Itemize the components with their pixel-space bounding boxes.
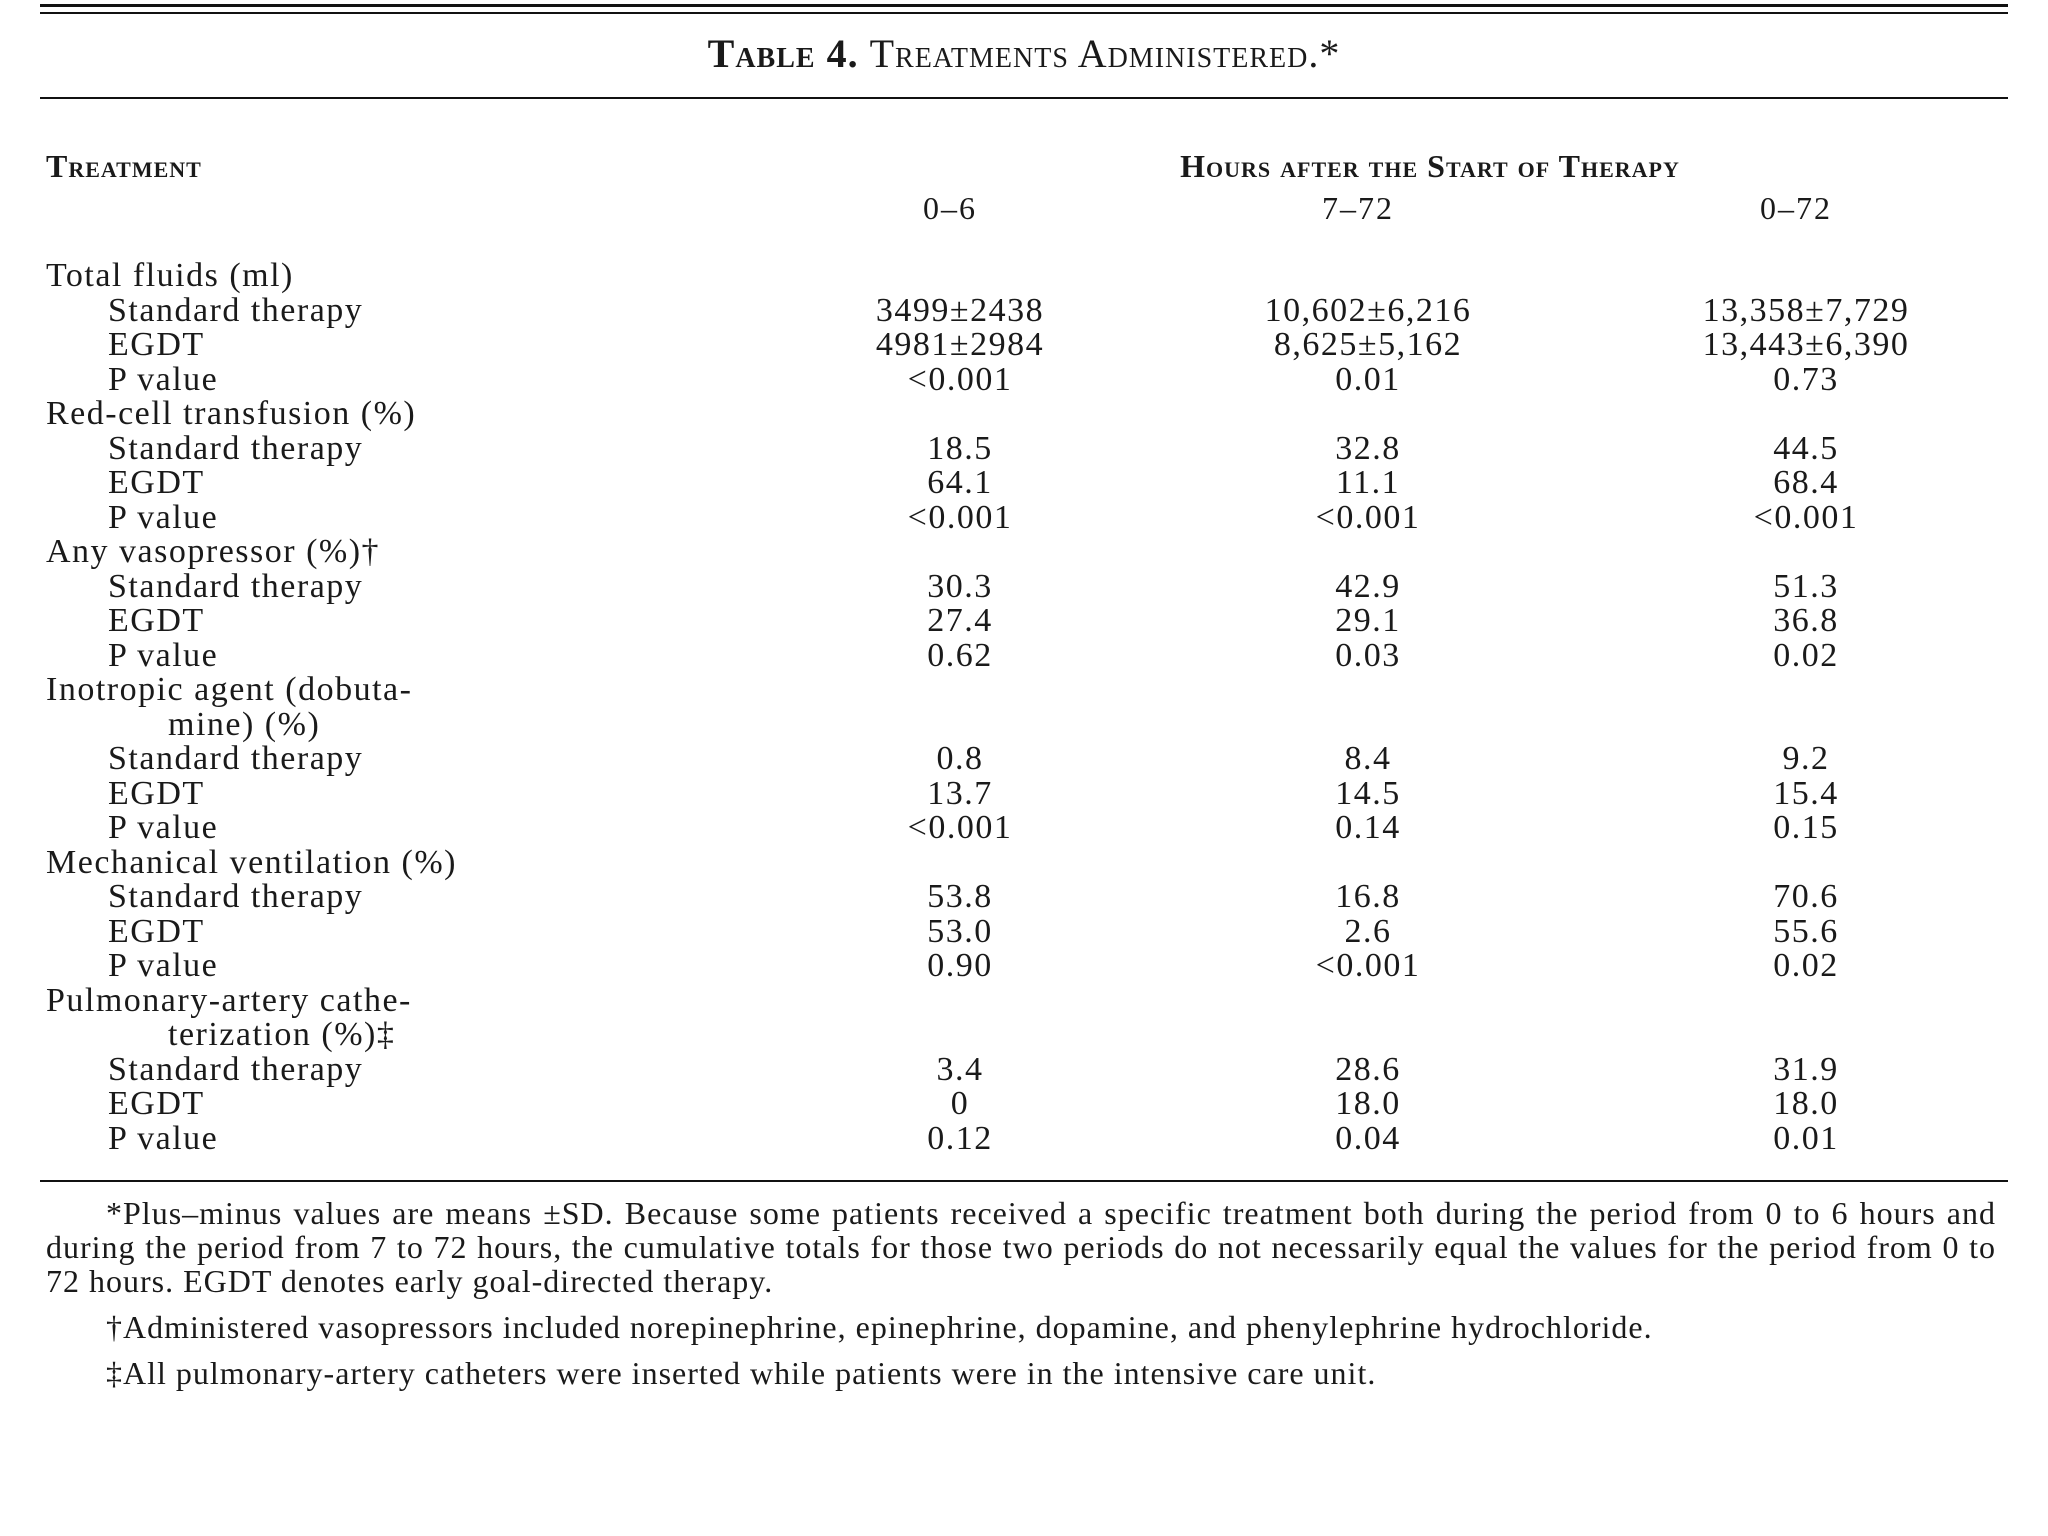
table-row [0, 291, 2048, 329]
table-row [0, 742, 2048, 777]
footnote-double-dagger: ‡All pulmonary-artery catheters were inserted while patients were in the intensive care unit. [106, 1355, 1377, 1391]
table-cell: 42.9 [1335, 567, 1401, 605]
table-row [0, 774, 2048, 812]
table-cell: 53.8 [927, 878, 993, 915]
table-cell: 70.6 [1773, 878, 1839, 915]
table-cell: 0.01 [1773, 1119, 1839, 1157]
table-cell: 11.1 [1335, 464, 1401, 501]
table-section-row [0, 981, 2048, 1019]
table-cell: 16.8 [1335, 878, 1401, 915]
row-label: EGDT [108, 774, 205, 812]
table-cell: 18.5 [927, 429, 993, 467]
table-row [0, 604, 2048, 639]
table-cell: 29.1 [1335, 602, 1401, 639]
row-label: Any vasopressor (%)† [46, 533, 381, 570]
table-cell: 15.4 [1773, 774, 1839, 812]
column-header-treatment: Treatment [46, 148, 202, 184]
table-row [0, 880, 2048, 915]
table-section-row [0, 1018, 2048, 1053]
period-header-0-6: 0–6 [923, 190, 977, 226]
table-cell: 0.04 [1335, 1119, 1401, 1157]
row-label: EGDT [108, 326, 205, 363]
column-header-span: Hours after the Start of Therapy [1180, 148, 1680, 184]
table-row [0, 360, 2048, 398]
table-cell: 0.15 [1773, 809, 1839, 846]
row-label: EGDT [108, 912, 205, 950]
footnotes [46, 1196, 1996, 1402]
table-row [0, 328, 2048, 363]
table-cell: 18.0 [1773, 1085, 1839, 1122]
table-cell: 18.0 [1335, 1085, 1401, 1122]
table-cell: <0.001 [907, 498, 1013, 536]
table-section-row [0, 673, 2048, 708]
table-cell: 0.8 [936, 740, 984, 777]
table-cell: 27.4 [927, 602, 993, 639]
table-cell: 0.62 [927, 636, 993, 674]
row-label: Total fluids (ml) [46, 257, 294, 294]
table-cell: <0.001 [1315, 498, 1421, 536]
table-cell: 53.0 [927, 912, 993, 950]
table-cell: 13,443±6,390 [1702, 326, 1910, 363]
table-cell: 0.02 [1773, 947, 1839, 984]
table-title [0, 30, 2048, 77]
top-rule-secondary [40, 12, 2008, 14]
row-label: Mechanical ventilation (%) [46, 843, 457, 881]
table-label: Table 4. [707, 31, 859, 76]
row-label: Standard therapy [108, 429, 364, 467]
top-rule [40, 4, 2008, 7]
table-section-row [0, 843, 2048, 881]
row-label: P value [108, 947, 219, 984]
table-cell: 3.4 [936, 1050, 984, 1088]
table-cell: 44.5 [1773, 429, 1839, 467]
table-cell: <0.001 [907, 809, 1013, 846]
table-row [0, 567, 2048, 605]
table-row [0, 1119, 2048, 1157]
row-label: Inotropic agent (dobuta- [46, 671, 413, 708]
row-label: P value [108, 498, 219, 536]
table-section-row [0, 705, 2048, 743]
table-cell: <0.001 [907, 360, 1013, 398]
table-row [0, 636, 2048, 674]
footnote-asterisk: *Plus–minus values are means ±SD. Because some patients received a specific treatment both during the period from 0 to 6 hours and during the period from 7 to 72 hours, the cumulative totals for those two periods do not necessarily equal the values for the period from 0 to 72 hours. EGDT denotes early goal-directed therapy. [46, 1195, 1996, 1299]
table-cell: 2.6 [1344, 912, 1392, 950]
table-cell: 0.03 [1335, 636, 1401, 674]
table-cell: 0.90 [927, 947, 993, 984]
row-label: EGDT [108, 602, 205, 639]
table-cell: <0.001 [1753, 498, 1859, 536]
table-cell: 0.14 [1335, 809, 1401, 846]
table-section-row [0, 535, 2048, 570]
row-label: P value [108, 360, 219, 398]
table-cell: 3499±2438 [875, 291, 1045, 329]
table-cell: 8,625±5,162 [1273, 326, 1463, 363]
table-cell: 0.12 [927, 1119, 993, 1157]
row-label: P value [108, 809, 219, 846]
table-cell: 36.8 [1773, 602, 1839, 639]
row-label: Standard therapy [108, 567, 364, 605]
table-cell: 64.1 [927, 464, 993, 501]
table-section-row [0, 259, 2048, 294]
table-cell: 4981±2984 [875, 326, 1045, 363]
table-cell: 30.3 [927, 567, 993, 605]
table-row [0, 912, 2048, 950]
table-row [0, 498, 2048, 536]
table-cell: 14.5 [1335, 774, 1401, 812]
table-cell: 13.7 [927, 774, 993, 812]
table-cell: 31.9 [1773, 1050, 1839, 1088]
row-label: Standard therapy [108, 740, 364, 777]
footnote-dagger: †Administered vasopressors included norepinephrine, epinephrine, dopamine, and phenylephrine hydrochloride. [106, 1309, 1653, 1345]
table-title-text: Treatments Administered.* [869, 31, 1341, 76]
table-cell: 8.4 [1344, 740, 1392, 777]
row-label: P value [108, 1119, 219, 1157]
table-section-row [0, 397, 2048, 432]
row-label: terization (%)‡ [168, 1016, 396, 1053]
table-row [0, 949, 2048, 984]
table-row [0, 1087, 2048, 1122]
table-row [0, 429, 2048, 467]
row-label: Pulmonary-artery cathe- [46, 981, 412, 1019]
row-label: Standard therapy [108, 291, 364, 329]
table-body [0, 259, 2048, 1156]
table-cell: 9.2 [1782, 740, 1830, 777]
period-header-7-72: 7–72 [1322, 190, 1394, 226]
table-row [0, 811, 2048, 846]
table-cell: 13,358±7,729 [1702, 291, 1910, 329]
table-cell: 0.01 [1335, 360, 1401, 398]
table-cell: <0.001 [1315, 947, 1421, 984]
table-cell: 55.6 [1773, 912, 1839, 950]
table-cell: 0 [950, 1085, 970, 1122]
table-cell: 68.4 [1773, 464, 1839, 501]
table-cell: 10,602±6,216 [1264, 291, 1472, 329]
table-cell: 51.3 [1773, 567, 1839, 605]
period-header-0-72: 0–72 [1760, 190, 1832, 226]
table-cell: 28.6 [1335, 1050, 1401, 1088]
table-cell: 32.8 [1335, 429, 1401, 467]
table-cell: 0.73 [1773, 360, 1839, 398]
title-rule [40, 97, 2008, 99]
row-label: Standard therapy [108, 878, 364, 915]
row-label: Standard therapy [108, 1050, 364, 1088]
row-label: P value [108, 636, 219, 674]
row-label: EGDT [108, 1085, 205, 1122]
row-label: EGDT [108, 464, 205, 501]
table-row [0, 466, 2048, 501]
table-cell: 0.02 [1773, 636, 1839, 674]
row-label: Red-cell transfusion (%) [46, 395, 417, 432]
footnote-rule [40, 1180, 2008, 1182]
table-row [0, 1050, 2048, 1088]
row-label: mine) (%) [168, 705, 321, 743]
